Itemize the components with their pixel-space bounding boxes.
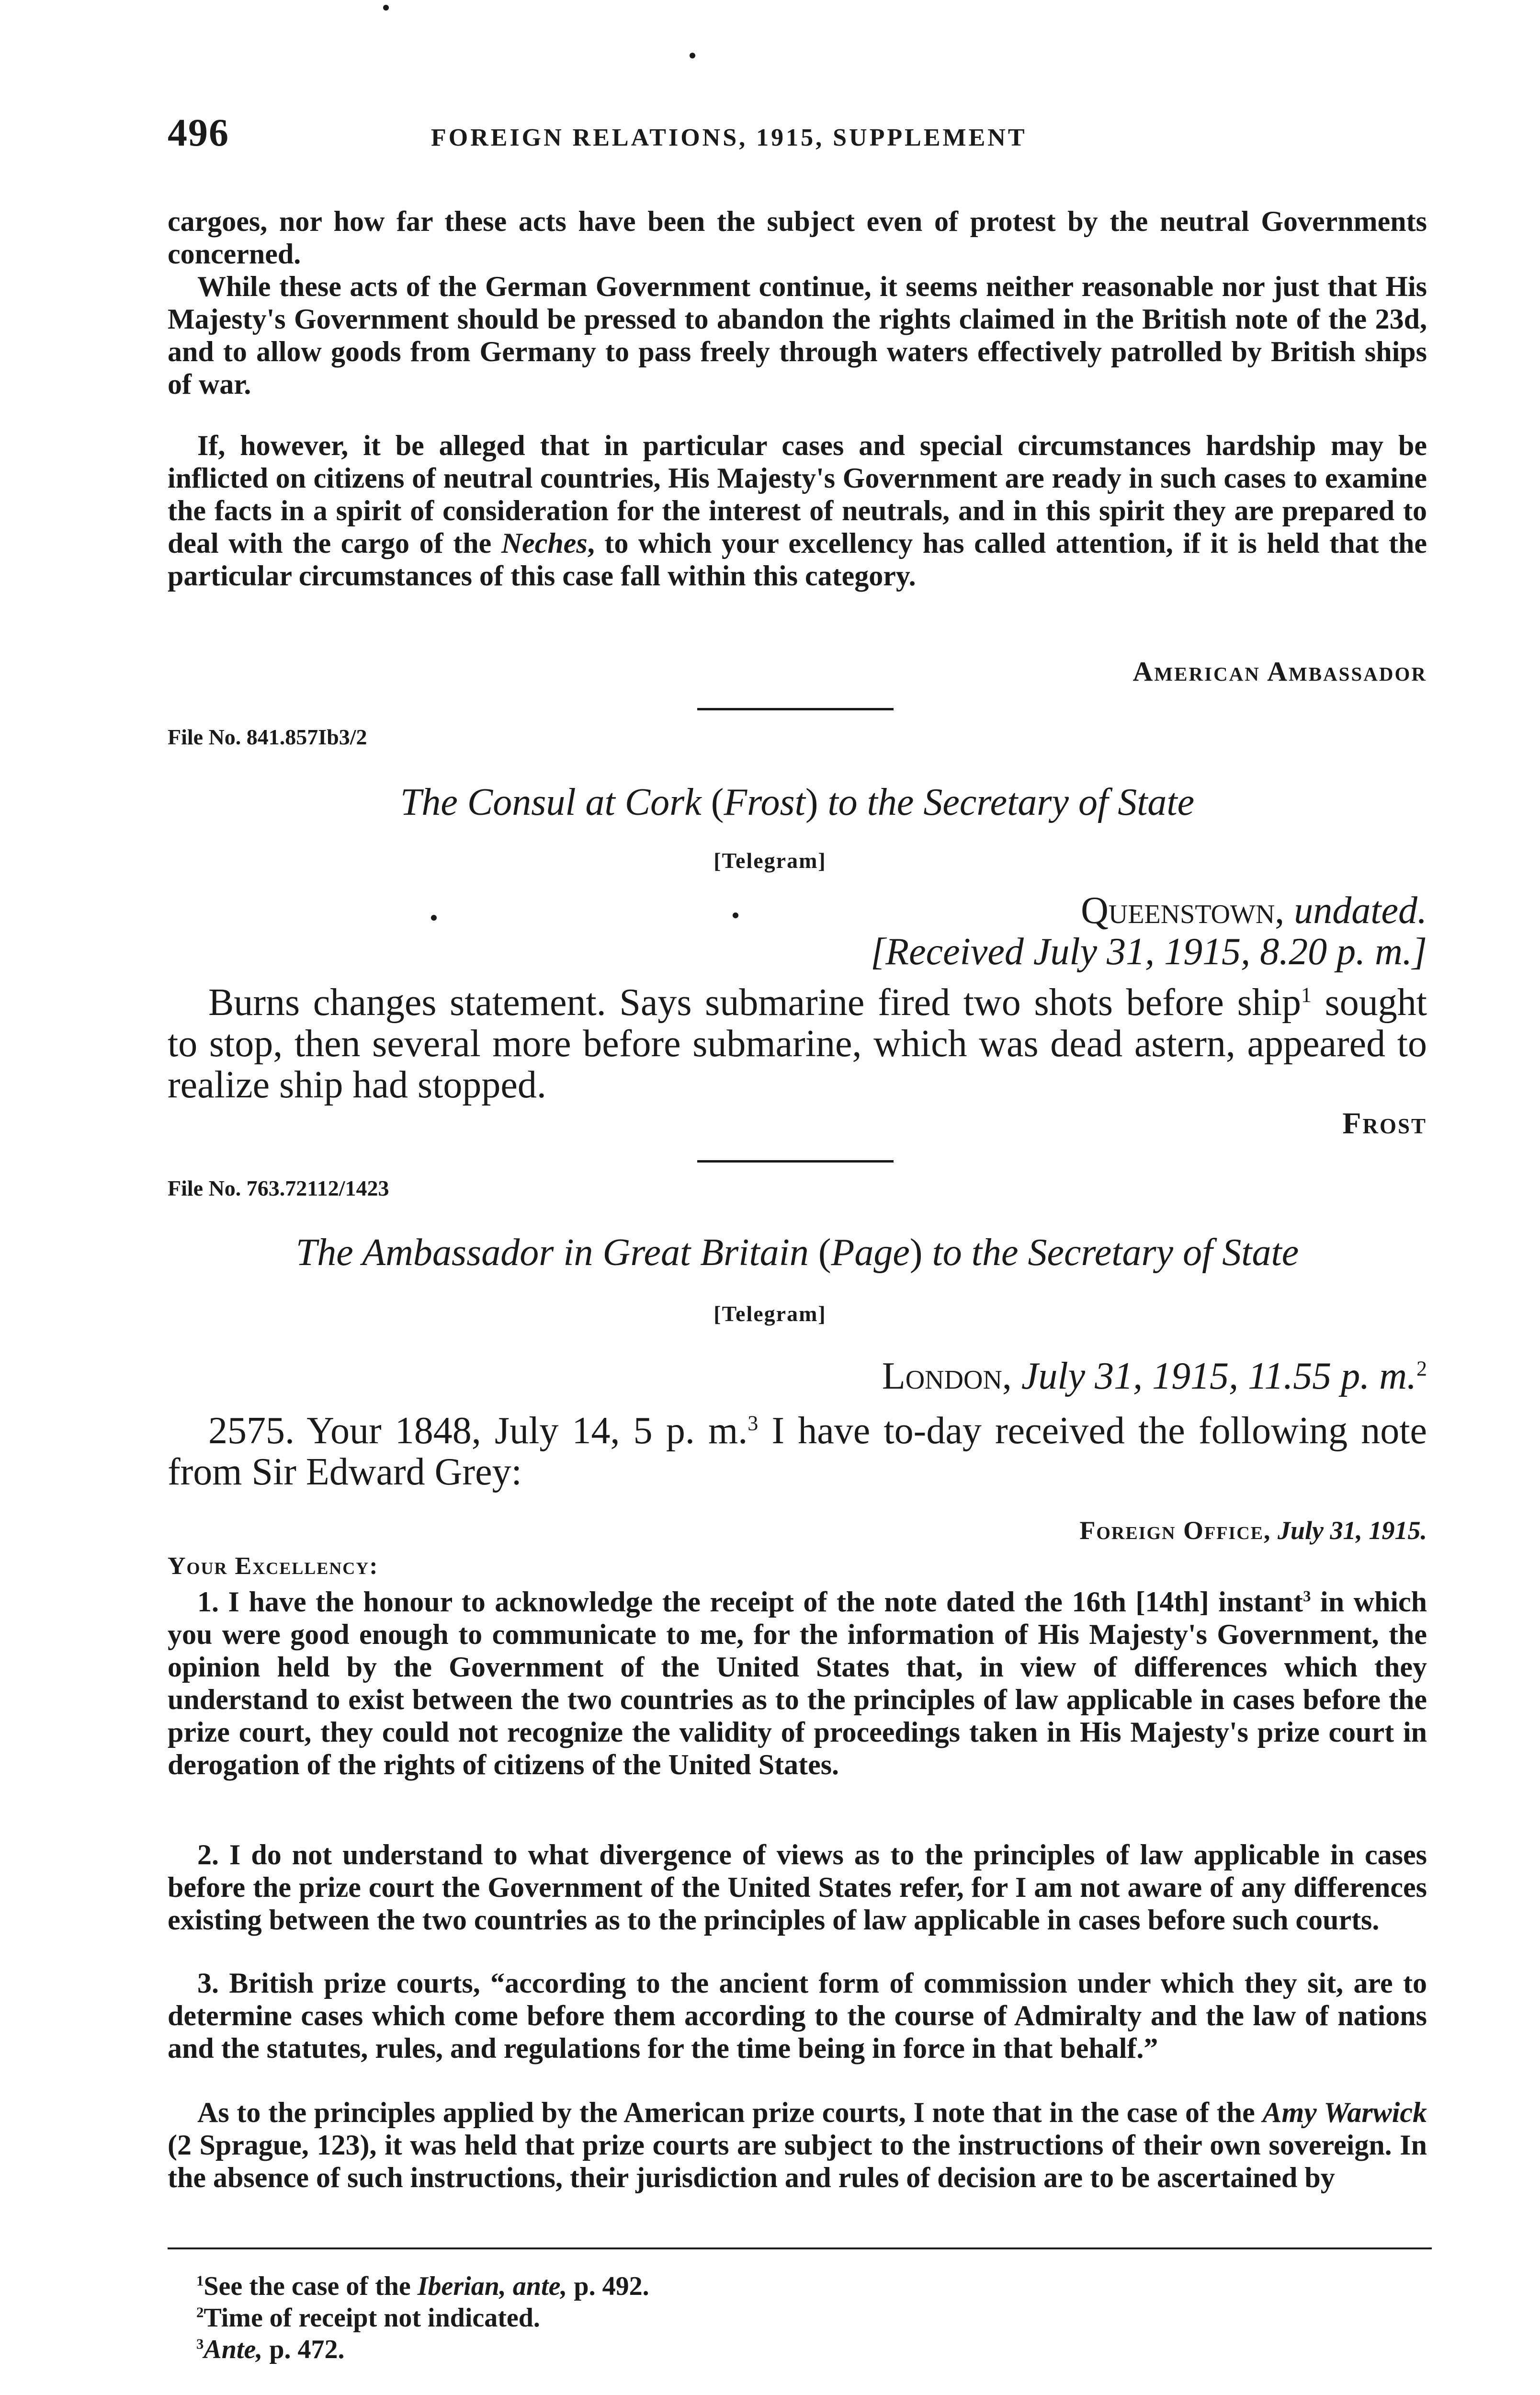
received-note: [Received July 31, 1915, 8.20 p. m.] [871,931,1427,973]
scan-speck [733,912,738,918]
document-title: The Ambassador in Great Britain (Page) to the Secretary of State [295,1232,1299,1274]
file-number: File No. 841.857Ib3/2 [168,725,367,749]
foreign-office-dateline: Foreign Office, July 31, 1915. [1079,1516,1427,1545]
signature-american-ambassador: American Ambassador [1132,656,1427,687]
document-title: The Consul at Cork (Frost) to the Secretary of State [400,781,1195,823]
scan-speck [431,915,437,921]
note-paragraph: As to the principles applied by the American prize courts, I note that in the case of the Amy Warwick (2 Sprague, 123), it was held that prize courts are subject to the instructions of their own sovereign. In the absence of such instructions, their jurisdiction and rules of decision are to be ascertained by [168,2097,1427,2193]
continuation-paragraph: While these acts of the German Government continue, it seems neither reasonable nor just that His Majesty's Government should be pressed to abandon the rights claimed in the British note of the 23d, and to allow goods from Germany to pass freely through waters effectively patrolled by British ships of war. [168,271,1427,400]
footnote-ref: 3 [747,1411,759,1435]
telegram-label: [Telegram] [713,848,827,873]
salutation: Your Excellency: [168,1552,379,1580]
footnote-rule [168,2247,1432,2249]
footnote: $^2$Time of receipt not indicated. [196,2303,540,2333]
footnotes [196,2270,1422,2365]
section-divider [697,1160,894,1163]
note-paragraph: 1. I have the honour to acknowledge the receipt of the note dated the 16th [14th] instant$^3$ in which you were good enough to communicate to me, for the information of His Majesty's Government, the opinion held by the Government of the United States that, in view of differences which they understand to exist between the two countries as to the principles of law applicable in cases before the prize court, they could not recognize the validity of proceedings taken in His Majesty's prize court in derogation of the rights of citizens of the United States. [168,1586,1427,1780]
scan-speck [690,53,695,58]
footnote: $^3$Ante, p. 472. [196,2335,345,2364]
dateline: London, July 31, 1915, 11.55 p. m.$^2$ [882,1355,1427,1397]
footnote-ref: 1 [1301,983,1312,1007]
signature-frost: Frost [1342,1106,1427,1140]
telegram-body: Burns changes statement. Says submarine fired two shots before ship$^1$ sought to stop, then several more before submarine, which was dead astern, appeared to realize ship had stopped. [168,981,1427,1106]
section-divider [697,708,894,710]
footnote-ref: 2 [1416,1357,1427,1380]
dateline: Queenstown, undated. [1081,890,1427,932]
footnote: $^1$See the case of the Iberian, ante, p. 492. [196,2271,649,2301]
running-head: FOREIGN RELATIONS, 1915, SUPPLEMENT [431,124,1027,151]
ship-name: Neches [501,527,588,559]
telegram-label: [Telegram] [713,1301,827,1326]
scan-speck [383,5,389,11]
continuation-paragraph: If, however, it be alleged that in particular cases and special circumstances hardship may be inflicted on citizens of neutral countries, His Majesty's Government are ready in such cases to examine the facts in a spirit of consideration for the interest of neutrals, and in this spirit they are prepared to deal with the cargo of the Neches, to which your excellency has called attention, if it is held that the particular circumstances of this case fall within this category. [168,430,1427,592]
page-header [168,110,1432,168]
case-name: Amy Warwick [1262,2097,1427,2128]
file-number: File No. 763.72112/1423 [168,1176,389,1200]
telegram-intro: 2575. Your 1848, July 14, 5 p. m.$^3$ I have to-day received the following note from Sir Edward Grey: [168,1410,1427,1493]
note-paragraph: 3. British prize courts, “according to the ancient form of commission under which they sit, are to determine cases which come before them according to the course of Admiralty and the law of nations and the statutes, rules, and regulations for the time being in force in that behalf.” [168,1967,1427,2064]
continuation-paragraph: cargoes, nor how far these acts have been the subject even of protest by the neutral Governments concerned. [168,205,1427,270]
footnote-ref: 3 [1302,1588,1311,1605]
note-paragraph: 2. I do not understand to what divergence of views as to the principles of law applicable in cases before the prize court the Government of the United States refer, for I am not aware of any differences existing between the two countries as to the principles of law applicable in cases before such courts. [168,1839,1427,1936]
page-number: 496 [168,111,229,154]
